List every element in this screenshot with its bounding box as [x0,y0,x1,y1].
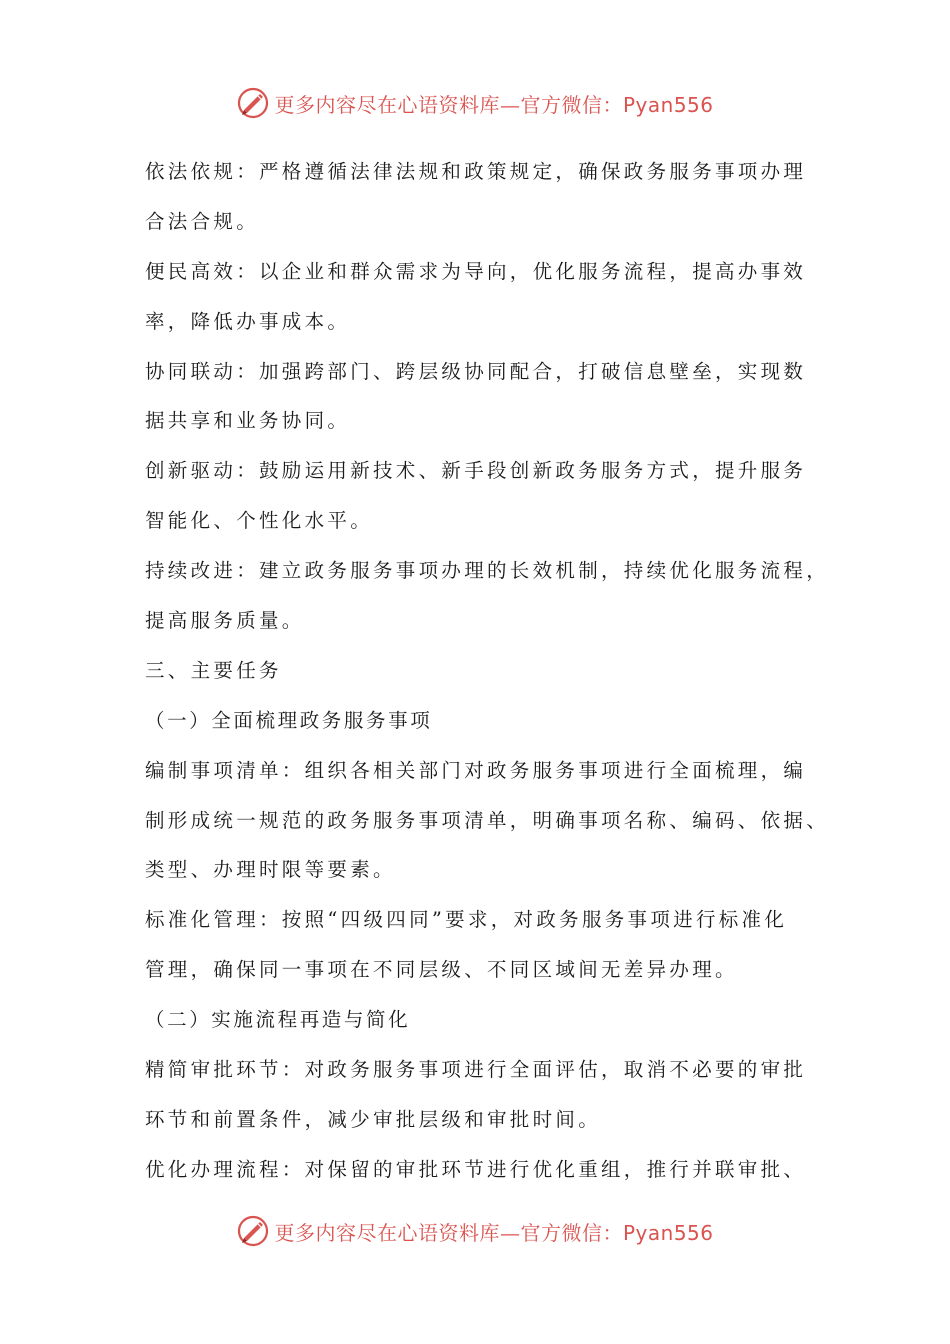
footer-banner [0,1211,950,1251]
text-line: 智能化、个性化水平。 [145,509,374,533]
text-line: 依法依规：严格遵循法律法规和政策规定，确保政务服务事项办理 [145,160,807,183]
text-line: 标准化管理：按照“四级四同”要求，对政务服务事项进行标准化 [145,908,788,932]
text-line: 率，降低办事成本。 [145,309,351,333]
subsection-heading: （二）实施流程再造与简化 [145,1008,411,1032]
section-heading: 三、主要任务 [145,658,282,682]
text-line: 精简审批环节：对政务服务事项进行全面评估，取消不必要的审批 [145,1058,807,1082]
pen-logo-icon [236,86,270,120]
header-wechat-handle: Pyan556 [622,92,714,117]
footer-banner-text: 更多内容尽在心语资料库—官方微信：Pyan556 [274,1220,714,1245]
text-line: 类型、办理时限等要素。 [145,858,396,882]
pen-logo-icon [236,1214,270,1248]
text-line: 制形成统一规范的政务服务事项清单，明确事项名称、编码、依据、 [145,808,830,832]
subsection-heading: （一）全面梳理政务服务事项 [145,708,433,732]
document-body [145,147,835,1195]
text-line: 据共享和业务协同。 [145,409,351,433]
footer-wechat-handle: Pyan556 [622,1220,714,1245]
text-line: 合法合规。 [145,209,260,233]
text-line: 便民高效：以企业和群众需求为导向，优化服务流程，提高办事效 [145,259,807,283]
header-banner-text: 更多内容尽在心语资料库—官方微信：Pyan556 [274,92,714,117]
text-line: 环节和前置条件，减少审批层级和审批时间。 [145,1107,602,1131]
text-line: 协同联动：加强跨部门、跨层级协同配合，打破信息壁垒，实现数 [145,359,807,383]
header-banner [0,83,950,123]
text-line: 编制事项清单：组织各相关部门对政务服务事项进行全面梳理，编 [145,758,807,782]
text-line: 提高服务质量。 [145,609,305,633]
text-line: 优化办理流程：对保留的审批环节进行优化重组，推行并联审批、 [145,1157,807,1181]
text-line: 管理，确保同一事项在不同层级、不同区域间无差异办理。 [145,958,738,982]
text-line: 创新驱动：鼓励运用新技术、新手段创新政务服务方式，提升服务 [145,459,807,483]
text-line: 持续改进：建立政务服务事项办理的长效机制，持续优化服务流程， [145,559,830,583]
